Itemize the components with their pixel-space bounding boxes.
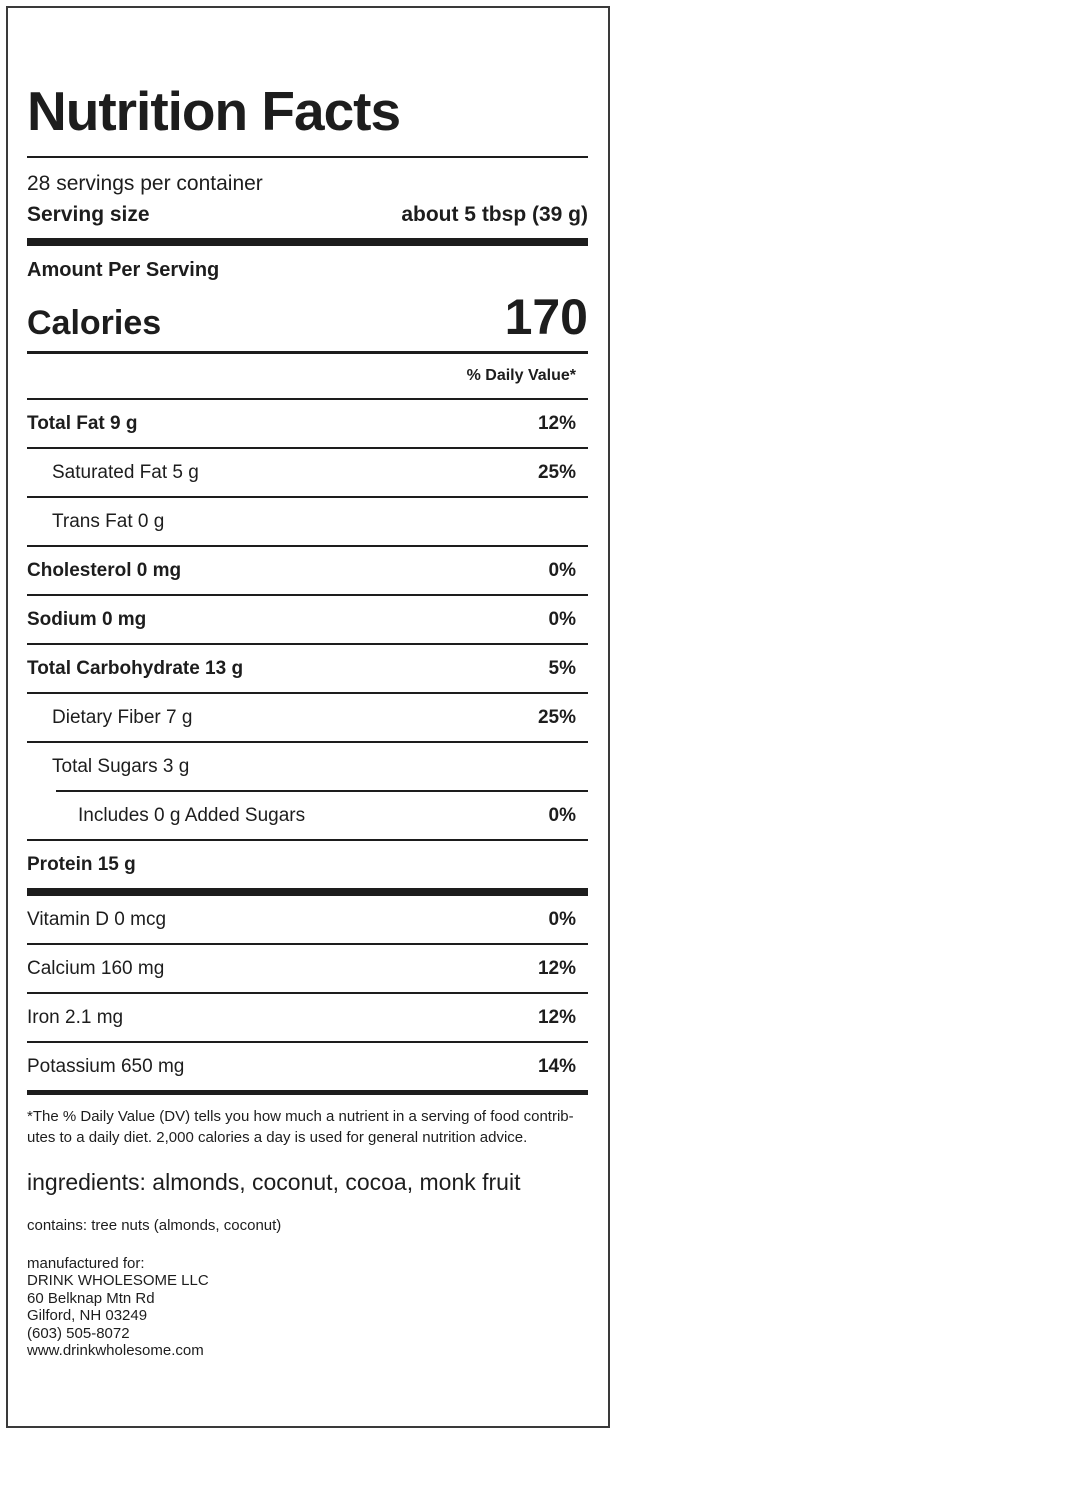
nutrient-label: Total Fat 9 g bbox=[27, 412, 138, 434]
vitamin-daily-value: 12% bbox=[537, 957, 576, 979]
nutrient-row-dietary-fiber bbox=[27, 694, 588, 741]
manufacturer-block bbox=[27, 1255, 588, 1360]
nutrient-row-added-sugars bbox=[27, 792, 588, 839]
calories-row bbox=[27, 289, 588, 346]
divider-thick-after-protein bbox=[27, 888, 588, 896]
manufacturer-line: DRINK WHOLESOME LLC bbox=[27, 1272, 209, 1290]
manufacturer-line: (603) 505-8072 bbox=[27, 1324, 130, 1342]
manufacturer-line: manufactured for: bbox=[27, 1254, 145, 1272]
nutrient-daily-value: 0% bbox=[548, 559, 576, 581]
vitamin-row-vitamin-d bbox=[27, 896, 588, 943]
nutrient-label: Total Carbohydrate 13 g bbox=[27, 657, 244, 679]
nutrient-label: Total Sugars 3 g bbox=[52, 755, 190, 777]
nutrient-daily-value: 0% bbox=[548, 804, 576, 826]
nutrient-label: Protein 15 g bbox=[27, 853, 136, 875]
manufacturer-website: www.drinkwholesome.com bbox=[27, 1342, 204, 1360]
vitamin-label: Vitamin D 0 mcg bbox=[27, 908, 167, 930]
nutrient-row-total-carbohydrate bbox=[27, 645, 588, 692]
allergen-contains-line: contains: tree nuts (almonds, coconut) bbox=[27, 1216, 282, 1234]
nutrient-label: Sodium 0 mg bbox=[27, 608, 147, 630]
nutrient-daily-value: 0% bbox=[548, 608, 576, 630]
nutrient-daily-value: 5% bbox=[548, 657, 576, 679]
serving-size-row bbox=[27, 203, 588, 227]
vitamin-daily-value: 14% bbox=[537, 1055, 576, 1077]
calories-label: Calories bbox=[27, 304, 162, 343]
serving-size-label: Serving size bbox=[27, 203, 150, 227]
nutrient-daily-value: 25% bbox=[537, 706, 576, 728]
nutrient-row-total-sugars bbox=[27, 743, 588, 790]
nutrition-facts-label bbox=[6, 6, 610, 1428]
vitamin-label: Calcium 160 mg bbox=[27, 957, 165, 979]
manufacturer-line: 60 Belknap Mtn Rd bbox=[27, 1289, 155, 1307]
nutrient-row-sodium bbox=[27, 596, 588, 643]
divider-after-title bbox=[27, 156, 588, 158]
footnote-line: *The % Daily Value (DV) tells you how much a nutrient in a serving of food contrib- bbox=[27, 1108, 574, 1126]
calories-value: 170 bbox=[504, 289, 588, 346]
nutrition-facts-title: Nutrition Facts bbox=[27, 80, 401, 142]
nutrient-row-saturated-fat bbox=[27, 449, 588, 496]
vitamin-row-potassium bbox=[27, 1043, 588, 1090]
nutrient-daily-value: 25% bbox=[537, 461, 576, 483]
nutrient-daily-value: 12% bbox=[537, 412, 576, 434]
nutrient-label: Dietary Fiber 7 g bbox=[52, 706, 193, 728]
nutrient-row-total-fat bbox=[27, 400, 588, 447]
nutrient-label: Cholesterol 0 mg bbox=[27, 559, 182, 581]
servings-per-container: 28 servings per container bbox=[27, 172, 263, 195]
amount-per-serving-label: Amount Per Serving bbox=[27, 259, 220, 282]
nutrient-row-trans-fat bbox=[27, 498, 588, 545]
manufacturer-line: Gilford, NH 03249 bbox=[27, 1307, 148, 1325]
nutrient-label: Trans Fat 0 g bbox=[52, 510, 165, 532]
vitamin-daily-value: 0% bbox=[548, 908, 576, 930]
nutrient-row-cholesterol bbox=[27, 547, 588, 594]
divider-thick-top bbox=[27, 238, 588, 246]
ingredients-line: ingredients: almonds, coconut, cocoa, monk fruit bbox=[27, 1169, 521, 1196]
vitamin-row-calcium bbox=[27, 945, 588, 992]
divider-before-footnote bbox=[27, 1090, 588, 1095]
nutrient-label: Saturated Fat 5 g bbox=[52, 461, 199, 483]
vitamin-label: Iron 2.1 mg bbox=[27, 1006, 124, 1028]
daily-value-footnote bbox=[27, 1106, 588, 1148]
footnote-line: utes to a daily diet. 2,000 calories a day is used for general nutrition advice. bbox=[27, 1129, 528, 1147]
vitamin-row-iron bbox=[27, 994, 588, 1041]
nutrient-row-protein bbox=[27, 841, 588, 888]
nutrient-label: Includes 0 g Added Sugars bbox=[78, 804, 306, 826]
serving-size-value: about 5 tbsp (39 g) bbox=[401, 203, 588, 227]
vitamin-daily-value: 12% bbox=[537, 1006, 576, 1028]
daily-value-header: % Daily Value* bbox=[466, 367, 576, 385]
vitamin-label: Potassium 650 mg bbox=[27, 1055, 185, 1077]
